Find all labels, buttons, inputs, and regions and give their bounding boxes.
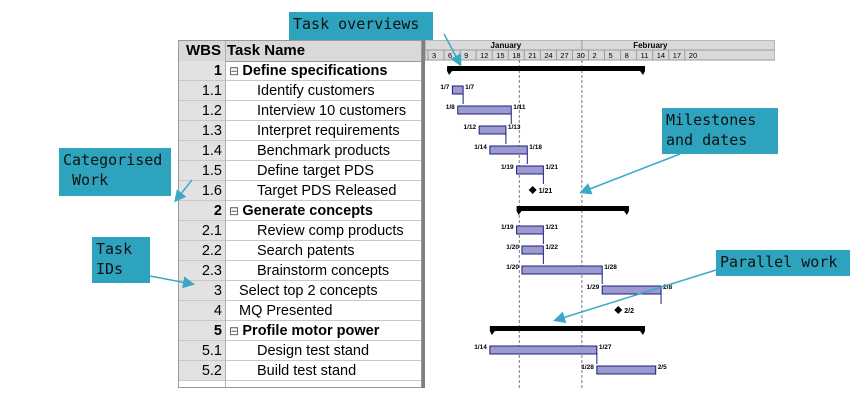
day-label: 17 bbox=[672, 51, 682, 60]
day-label: 20 bbox=[688, 51, 698, 60]
day-label: 8 bbox=[624, 51, 629, 60]
task-name-cell: Interview 10 customers bbox=[257, 103, 407, 119]
task-start-date: 1/19 bbox=[500, 164, 514, 171]
task-name-cell: Review comp products bbox=[257, 223, 404, 239]
task-name-cell: Search patents bbox=[257, 243, 355, 259]
task-name-cell: Target PDS Released bbox=[257, 183, 397, 199]
task-end-date: 2/8 bbox=[663, 284, 673, 291]
task-start-date: 1/29 bbox=[586, 284, 600, 291]
task-name-cell: MQ Presented bbox=[239, 303, 333, 319]
task-name-column-header[interactable]: Task Name bbox=[227, 42, 306, 59]
callout-milestones-dates: Milestones and dates bbox=[662, 108, 778, 154]
wbs-cell: 1.2 bbox=[179, 101, 225, 120]
milestone-date: 2/2 bbox=[624, 308, 634, 315]
task-end-date: 1/21 bbox=[545, 224, 559, 231]
day-label: 27 bbox=[560, 51, 569, 60]
wbs-cell: 2.1 bbox=[179, 221, 225, 240]
wbs-cell: 1.5 bbox=[179, 161, 225, 180]
day-label: 21 bbox=[528, 51, 537, 60]
task-name-cell: Select top 2 concepts bbox=[239, 283, 378, 299]
month-label: February bbox=[633, 41, 668, 50]
day-label: 15 bbox=[496, 51, 505, 60]
collapse-toggle-icon[interactable]: ⊟ bbox=[229, 204, 243, 218]
task-end-date: 1/11 bbox=[513, 104, 526, 111]
task-start-date: 1/20 bbox=[506, 264, 519, 271]
wbs-cell: 1.1 bbox=[179, 81, 225, 100]
wbs-cell: 2 bbox=[179, 201, 225, 220]
wbs-cell: 2.2 bbox=[179, 241, 225, 260]
task-name-cell: Brainstorm concepts bbox=[257, 263, 390, 279]
task-name-cell: Interpret requirements bbox=[257, 123, 400, 139]
day-label: 14 bbox=[656, 51, 666, 60]
callout-parallel-work: Parallel work bbox=[716, 250, 850, 276]
task-end-date: 1/21 bbox=[545, 164, 559, 171]
task-name-cell: Benchmark products bbox=[257, 143, 390, 159]
callout-task-ids: Task IDs bbox=[92, 237, 150, 283]
wbs-cell: 2.3 bbox=[179, 261, 225, 280]
wbs-cell: 1.4 bbox=[179, 141, 225, 160]
day-label: 2 bbox=[592, 51, 597, 60]
task-overviews-arrow bbox=[444, 34, 460, 64]
task-name-cell: Define specifications bbox=[242, 63, 388, 79]
day-label: 3 bbox=[432, 51, 437, 60]
task-start-date: 1/20 bbox=[506, 244, 519, 251]
wbs-cell: 1 bbox=[179, 61, 225, 80]
day-label: 9 bbox=[464, 51, 469, 60]
task-end-date: 1/7 bbox=[465, 84, 475, 91]
day-label: 24 bbox=[544, 51, 553, 60]
task-start-date: 1/8 bbox=[445, 104, 455, 111]
task-name-cell: Identify customers bbox=[257, 83, 375, 99]
task-start-date: 1/14 bbox=[474, 344, 487, 351]
wbs-cell: 5 bbox=[179, 321, 225, 340]
wbs-cell: 5.1 bbox=[179, 341, 225, 360]
callout-task-overviews: Task overviews bbox=[289, 12, 433, 40]
wbs-cell: 5.2 bbox=[179, 361, 225, 380]
wbs-cell: 1.6 bbox=[179, 181, 225, 200]
task-end-date: 1/13 bbox=[507, 124, 521, 131]
categorised-work-arrow bbox=[176, 180, 192, 200]
task-name-cell: Design test stand bbox=[257, 343, 370, 359]
task-start-date: 1/19 bbox=[500, 224, 514, 231]
collapse-toggle-icon[interactable]: ⊟ bbox=[229, 64, 243, 78]
task-end-date: 1/27 bbox=[598, 344, 612, 351]
day-label: 12 bbox=[480, 51, 489, 60]
task-end-date: 2/5 bbox=[657, 364, 667, 371]
callout-categorised-work: Categorised Work bbox=[59, 148, 171, 196]
wbs-cell: 4 bbox=[179, 301, 225, 320]
day-label: 11 bbox=[640, 51, 649, 60]
task-end-date: 1/28 bbox=[604, 264, 617, 271]
milestones-arrow bbox=[582, 154, 680, 192]
wbs-cell: 1.3 bbox=[179, 121, 225, 140]
parallel-work-arrow bbox=[556, 270, 716, 320]
day-label: 5 bbox=[608, 51, 613, 60]
task-end-date: 1/18 bbox=[529, 144, 542, 151]
day-label: 18 bbox=[512, 51, 521, 60]
task-name-cell: Generate concepts bbox=[242, 203, 373, 219]
task-name-cell: Build test stand bbox=[257, 363, 357, 379]
task-name-cell: Profile motor power bbox=[242, 323, 380, 339]
day-label: 30 bbox=[576, 51, 585, 60]
task-start-date: 1/12 bbox=[463, 124, 477, 131]
milestone-date: 1/21 bbox=[538, 188, 553, 195]
task-ids-arrow bbox=[150, 276, 192, 284]
task-name-cell: Define target PDS bbox=[257, 163, 374, 179]
wbs-cell: 3 bbox=[179, 281, 225, 300]
task-start-date: 1/28 bbox=[581, 364, 594, 371]
task-start-date: 1/14 bbox=[474, 144, 487, 151]
task-start-date: 1/7 bbox=[440, 84, 450, 91]
task-end-date: 1/22 bbox=[545, 244, 559, 251]
collapse-toggle-icon[interactable]: ⊟ bbox=[229, 324, 243, 338]
wbs-column-header[interactable]: WBS bbox=[186, 42, 221, 59]
month-label: January bbox=[490, 41, 522, 50]
day-label: 6 bbox=[448, 51, 453, 60]
